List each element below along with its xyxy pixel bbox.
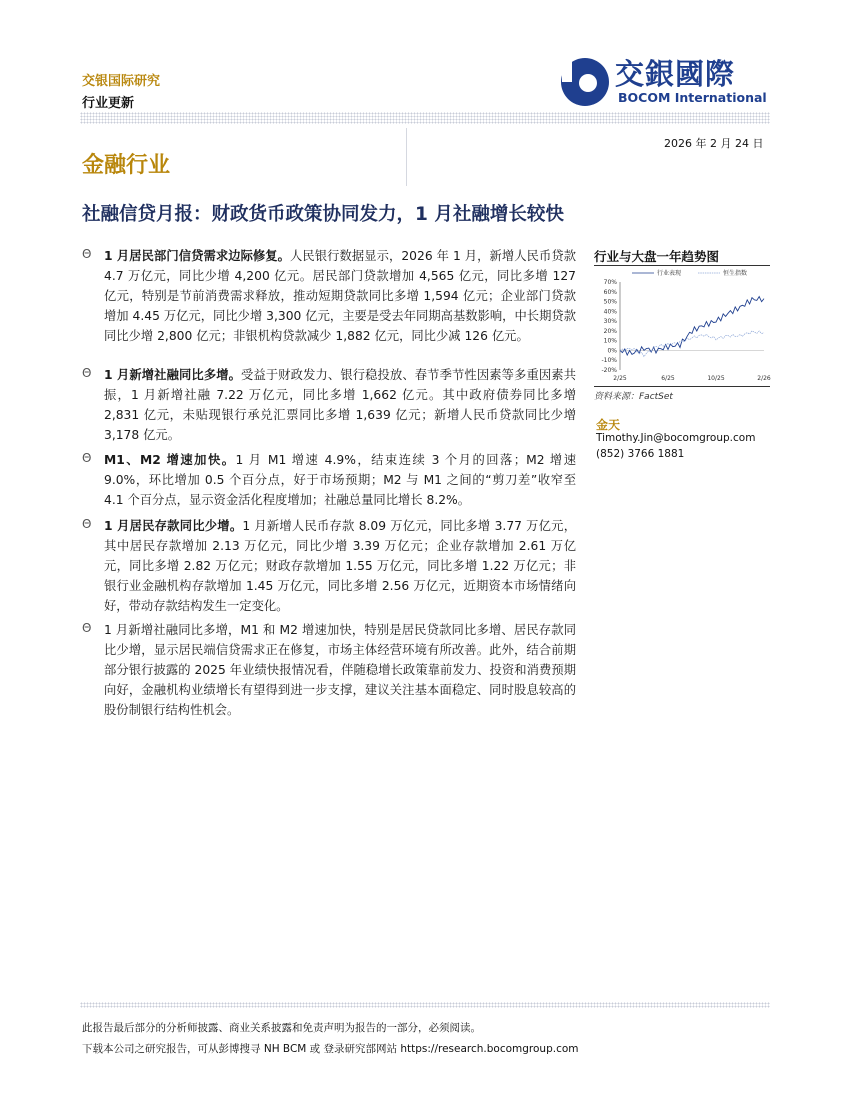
- x-tick-label: 2/26: [757, 375, 771, 382]
- bullet-body: 1 月新增人民币存款 8.09 万亿元，同比多增 3.77 万亿元，其中居民存款增加 2.13 万亿元，同比少增 3.39 万亿元；企业存款增加 2.61 万亿元，同比多增 2.82 万亿元；财政存款增加 1.55 万亿元，同比多增 1.22 万亿元；非银行业金融机构存款增加 1.45 万亿元，同比多增 2.56 万亿元，近期资本市场情绪向好，带动存款结构发生一定变化。: [104, 519, 576, 613]
- y-tick-label: 70%: [603, 279, 617, 286]
- bullet-body: 受益于财政发力、银行稳投放、春节季节性因素等多重因素共振，1 月新增社融 7.22 万亿元，同比多增 1,662 亿元。其中政府债券同比多增 2,831 亿元，未贴现银行承兑汇票同比多增 1,639 亿元；新增人民币贷款同比少增 3,178 亿元。: [104, 368, 576, 442]
- x-tick-label: 2/25: [613, 375, 627, 382]
- chart-title: 行业与大盘一年趋势图: [594, 249, 720, 264]
- analyst-email[interactable]: Timothy.Jin@bocomgroup.com: [596, 432, 756, 444]
- bullet-item: [82, 365, 576, 445]
- y-tick-label: 40%: [603, 308, 617, 316]
- bullet-item: [82, 620, 576, 720]
- x-tick-label: 10/25: [707, 375, 725, 382]
- y-tick-label: 20%: [603, 327, 617, 335]
- bullet-lead: 1 月居民部门信贷需求边际修复。: [104, 249, 291, 263]
- bullet-marker-icon: Θ: [82, 517, 92, 531]
- bullet-marker-icon: Θ: [82, 247, 92, 261]
- report-date: 2026 年 2 月 24 日: [664, 137, 764, 150]
- analyst-phone: (852) 3766 1881: [596, 448, 685, 460]
- footer-download-note: 下载本公司之研究报告，可从彭博搜寻 NH BCM 或 登录研究部网站 https://research.bocomgroup.com: [82, 1043, 579, 1055]
- org-name: 交银国际研究: [82, 74, 161, 89]
- bullet-body: 1 月 M1 增速 4.9%，结束连续 3 个月的回落；M2 增速 9.0%，环比增加 0.5 个百分点，好于市场预期；M2 与 M1 之间的“剪刀差”收窄至 4.1 个百分点，显示资金活化程度增加；社融总量同比增长 8.2%。: [104, 453, 576, 507]
- y-tick-label: 60%: [603, 288, 617, 296]
- series-line: [620, 297, 764, 356]
- bullet-body: 人民银行数据显示，2026 年 1 月，新增人民币贷款 4.7 万亿元，同比少增 4,200 亿元。居民部门贷款增加 4,565 亿元，同比多增 127 亿元，特别是节前消费需求释放，推动短期贷款同比多增 1,594 亿元；企业部门贷款增加 4.45 万亿元，同比少增 3,300 亿元，主要是受去年同期高基数影响，中长期贷款同比少增 2,800 亿元；非银机构贷款减少 1,882 亿元，同比少减 126 亿元。: [104, 249, 576, 343]
- footer-dot-band: [80, 1002, 770, 1008]
- report-type: 行业更新: [82, 96, 135, 111]
- x-tick-label: 6/25: [661, 375, 675, 382]
- chart-bottom-rule: [594, 386, 770, 387]
- logo-chinese: 交銀國際: [615, 57, 736, 91]
- bullet-marker-icon: Θ: [82, 366, 92, 380]
- bullet-lead: 1 月新增社融同比多增。: [104, 368, 242, 382]
- legend-label: 恒生指数: [723, 270, 748, 278]
- trend-chart: [592, 266, 772, 386]
- y-tick-label: 30%: [603, 318, 617, 326]
- logo-english: BOCOM International: [618, 90, 767, 105]
- bullet-lead: M1、M2 增速加快。: [104, 453, 236, 467]
- bullet-item: [82, 246, 576, 346]
- y-tick-label: 10%: [603, 337, 617, 345]
- footer-disclaimer: 此报告最后部分的分析师披露、商业关系披露和免责声明为报告的一部分，必须阅读。: [82, 1022, 481, 1034]
- bullet-marker-icon: Θ: [82, 451, 92, 465]
- bullet-marker-icon: Θ: [82, 621, 92, 635]
- y-tick-label: 0%: [607, 347, 617, 355]
- series-line: [620, 331, 764, 357]
- sector-name: 金融行业: [82, 153, 171, 178]
- bullet-item: [82, 450, 576, 510]
- legend-label: 行业表现: [657, 270, 682, 278]
- bullet-lead: 1 月居民存款同比少增。: [104, 519, 243, 533]
- y-tick-label: 50%: [603, 298, 617, 306]
- report-title: 社融信贷月报：财政货币政策协同发力，1 月社融增长较快: [82, 204, 564, 225]
- bullet-item: [82, 516, 576, 616]
- y-tick-label: -10%: [601, 357, 617, 365]
- chart-source: 资料来源：FactSet: [594, 392, 673, 402]
- y-tick-label: -20%: [601, 367, 617, 374]
- analyst-name: 金天: [596, 418, 621, 432]
- header-divider: [406, 128, 407, 186]
- header-dot-band: [80, 112, 770, 124]
- bullet-body: 1 月新增社融同比多增，M1 和 M2 增速加快，特别是居民贷款同比多增、居民存款同比少增，显示居民端信贷需求正在修复，市场主体经营环境有所改善。此外，结合前期部分银行披露的 2025 年业绩快报情况看，伴随稳增长政策靠前发力、投资和消费预期向好，金融机构业绩增长有望得到进一步支撑，建议关注基本面稳定、同时股息较高的股份制银行结构性机会。: [104, 623, 576, 717]
